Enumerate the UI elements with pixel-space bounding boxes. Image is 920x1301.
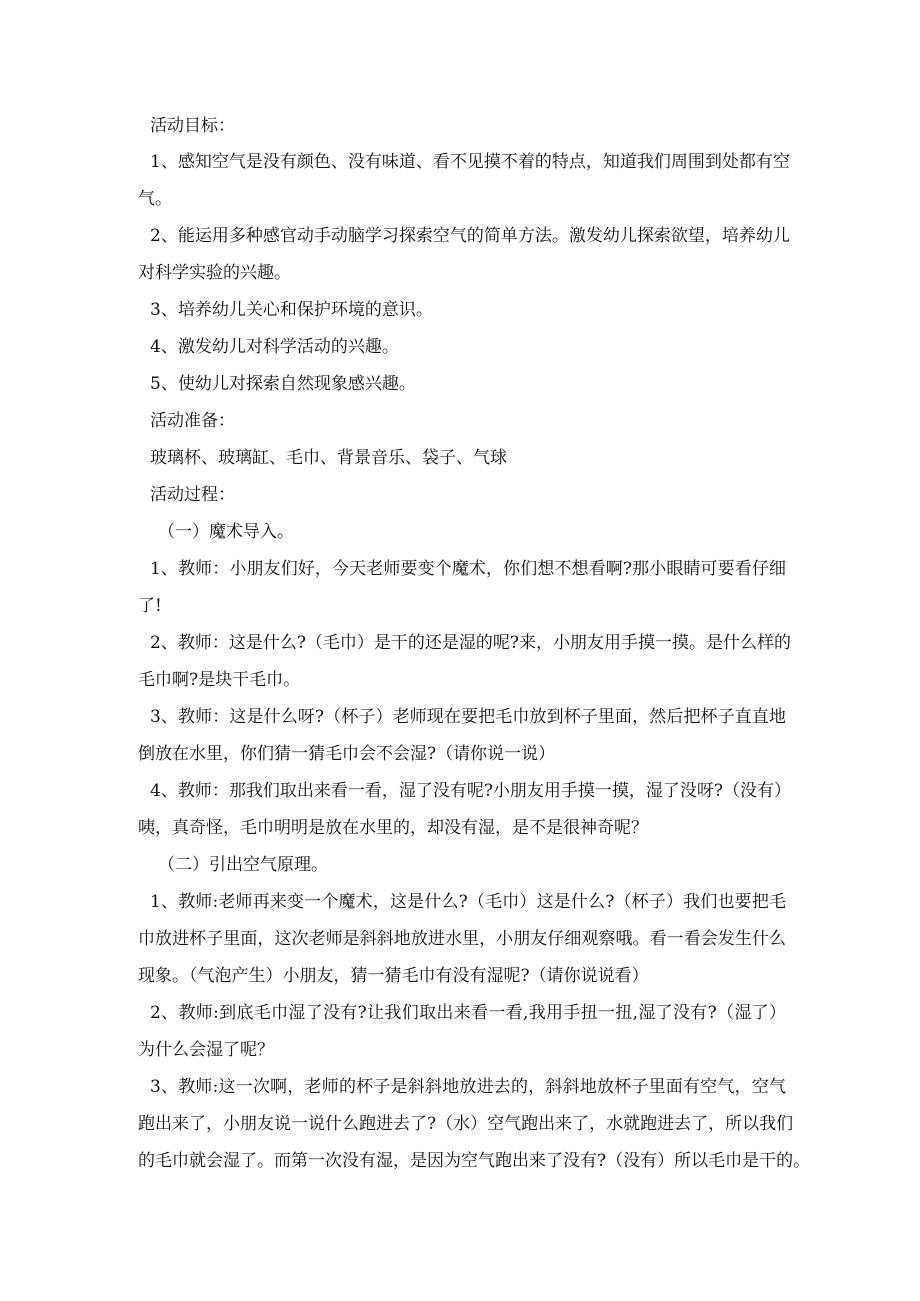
part-1-step-4-line-1: 4、教师：那我们取出来看一看，湿了没有呢?小朋友用手摸一摸，湿了没呀?（没有）: [150, 781, 792, 801]
part-1-step-4-line-2: 咦，真奇怪，毛巾明明是放在水里的，却没有湿，是不是很神奇呢？: [138, 818, 648, 838]
goal-3: 3、培养幼儿关心和保护环境的意识。: [150, 300, 433, 320]
part-1-step-3-line-2: 倒放在水里，你们猜一猜毛巾会不会湿?（请你说一说）: [138, 744, 556, 764]
part-1-step-1-line-2: 了!: [138, 596, 162, 616]
goal-1-line-1: 1、感知空气是没有颜色、没有味道、看不见摸不着的特点，知道我们周围到处都有空: [150, 152, 790, 172]
part-2-step-1-line-3: 现象。（气泡产生）小朋友，猜一猜毛巾有没有湿呢?（请你说说看）: [138, 966, 649, 986]
goal-1-line-2: 气。: [138, 189, 172, 209]
part-1-heading: （一）魔术导入。: [158, 522, 294, 542]
process-heading: 活动过程：: [150, 485, 235, 505]
goal-2-line-1: 2、能运用多种感官动手动脑学习探索空气的简单方法。激发幼儿探索欲望，培养幼儿: [150, 226, 790, 246]
part-2-step-2-line-1: 2、教师:到底毛巾湿了没有?让我们取出来看一看,我用手扭一扭,湿了没有?（湿了）: [150, 1003, 786, 1023]
part-1-step-2-line-2: 毛巾啊?是块干毛巾。: [138, 670, 301, 690]
part-2-step-1-line-1: 1、教师:老师再来变一个魔术，这是什么?（毛巾）这是什么?（杯子）我们也要把毛: [150, 892, 786, 912]
goal-4: 4、激发幼儿对科学活动的兴趣。: [150, 337, 399, 357]
part-2-step-3-line-1: 3、教师:这一次啊，老师的杯子是斜斜地放进去的，斜斜地放杯子里面有空气，空气: [150, 1077, 786, 1097]
part-2-step-2-line-2: 为什么会湿了呢？: [138, 1040, 274, 1060]
prep-items: 玻璃杯、玻璃缸、毛巾、背景音乐、袋子、气球: [150, 448, 507, 468]
part-1-step-3-line-1: 3、教师：这是什么呀?（杯子）老师现在要把毛巾放到杯子里面，然后把杯子直直地: [150, 707, 786, 727]
part-2-step-3-line-3: 的毛巾就会湿了。而第一次没有湿，是因为空气跑出来了没有?（没有）所以毛巾是干的。: [138, 1151, 811, 1171]
goal-5: 5、使幼儿对探索自然现象感兴趣。: [150, 374, 416, 394]
goal-2-line-2: 对科学实验的兴趣。: [138, 263, 291, 283]
goals-heading: 活动目标：: [150, 116, 235, 136]
part-2-step-1-line-2: 巾放进杯子里面，这次老师是斜斜地放进水里，小朋友仔细观察哦。看一看会发生什么: [138, 929, 786, 949]
part-1-step-2-line-1: 2、教师：这是什么?（毛巾）是干的还是湿的呢?来，小朋友用手摸一摸。是什么样的: [150, 633, 792, 653]
part-2-step-3-line-2: 跑出来了，小朋友说一说什么跑进去了?（水）空气跑出来了，水就跑进去了，所以我们: [138, 1114, 794, 1134]
prep-heading: 活动准备：: [150, 411, 235, 431]
part-1-step-1-line-1: 1、教师：小朋友们好，今天老师要变个魔术，你们想不想看啊?那小眼睛可要看仔细: [150, 559, 786, 579]
part-2-heading: （二）引出空气原理。: [158, 855, 328, 875]
